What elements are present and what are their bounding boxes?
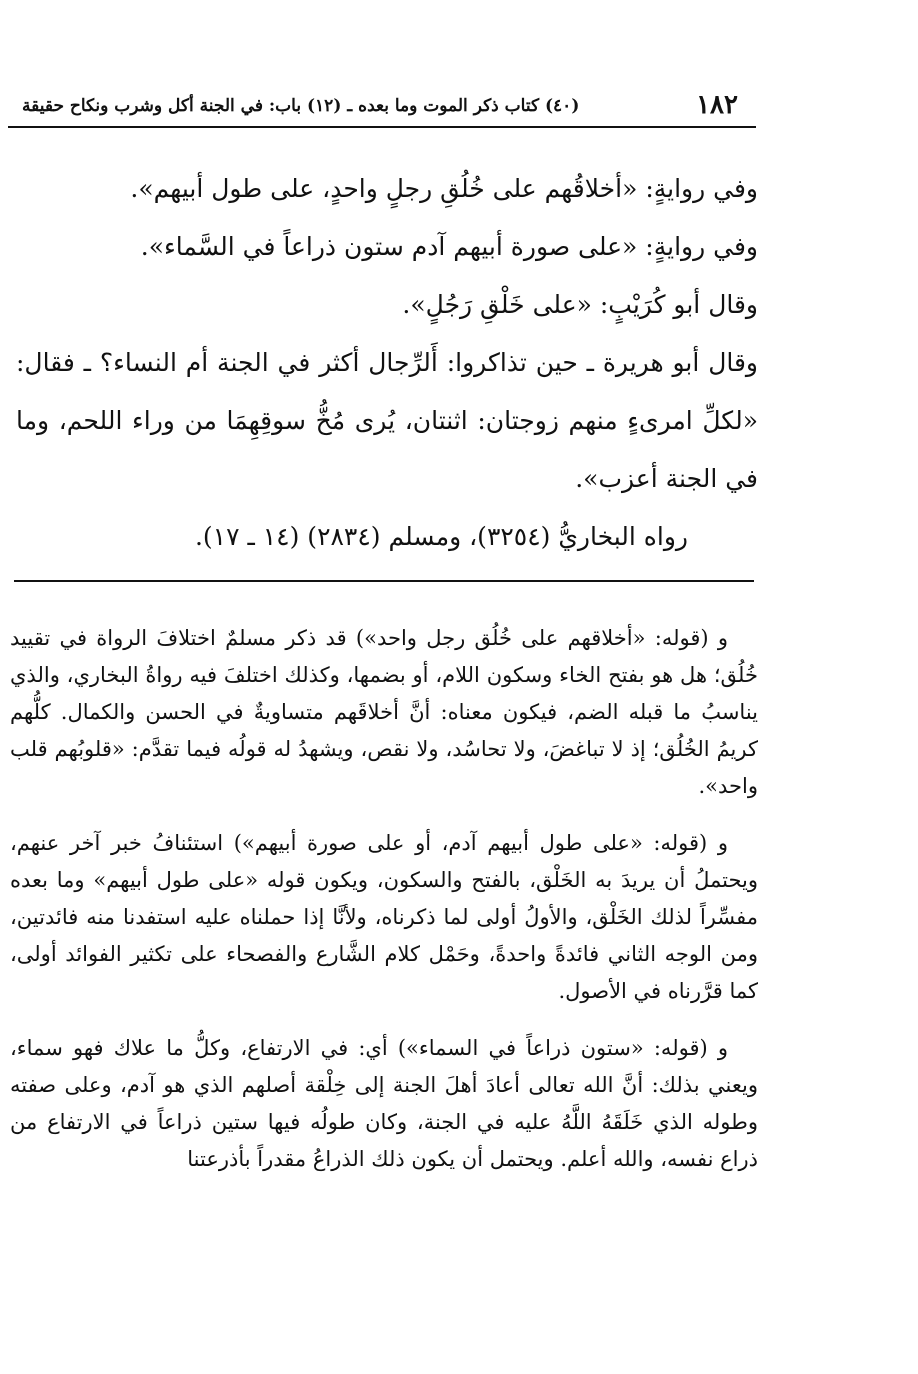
- page-header: [8, 86, 756, 128]
- commentary-text: [10, 620, 758, 1198]
- commentary-paragraph: و (قوله: «على طول أبيهم آدم، أو على صورة أبيهم») استئنافُ خبر آخر عنهم، ويحتملُ أن يريدَ به الخَلْق، بالفتح والسكون، ويكون قوله «على طول أبيهم» وما بعده مفسِّراً لذلك الخَلْق، والأولُ أولى لما ذكرناه، ولأنَّا إذا حملناه عليه استفدنا منه فائدتين، ومن الوجه الثاني فائدةً واحدةً، وحَمْل كلام الشَّارع والفصحاء على تكثير الفوائد أولى، كما قرَّرناه في الأصول.: [10, 831, 758, 1003]
- hadith-line: وفي روايةٍ: «أخلاقُهم على خُلُقِ رجلٍ واحدٍ، على طول أبيهم».: [130, 174, 758, 203]
- hadith-citation: رواه البخاريُّ (٣٢٥٤)، ومسلم (٢٨٣٤) (١٤ ـ ١٧).: [194, 522, 688, 551]
- commentary-paragraph: و (قوله: «ستون ذراعاً في السماء») أي: في الارتفاع، وكلُّ ما علاك فهو سماء، ويعني بذلك: أنَّ الله تعالى أعادَ أهلَ الجنة إلى خِلْقة أصلهم الذي هو آدم، وعلى صفته وطوله الذي خَلَقَهُ اللَّهُ عليه في الجنة، وكان طولُه فيها ستين ذراعاً في الارتفاع من ذراع نفسه، والله أعلم. ويحتمل أن يكون ذلك الذراعُ مقدراً بأذرعتنا: [10, 1036, 758, 1171]
- hadith-line: وفي روايةٍ: «على صورة أبيهم آدم ستون ذراعاً في السَّماء».: [140, 232, 758, 261]
- running-head: (٤٠) كتاب ذكر الموت وما بعده ـ (١٢) باب: في الجنة أكل وشرب ونكاح حقيقة: [22, 96, 580, 116]
- hadith-text: [16, 160, 758, 566]
- hadith-line: وقال أبو كُرَيْبٍ: «على خَلْقِ رَجُلٍ».: [402, 290, 758, 319]
- page-number: ١٨٢: [696, 90, 738, 120]
- commentary-paragraph: و (قوله: «أخلاقهم على خُلُق رجل واحد») قد ذكر مسلمٌ اختلافَ الرواة في تقييد خُلُق؛ هل هو بفتح الخاء وسكون اللام، أو بضمها، وكذلك اختلفَ فيه رواةُ البخاري، والذي يناسبُ ما قبله الضم، فيكون معناه: أنَّ أخلاقَهم متساويةٌ في الحسن والكمال. كلُّهم كريمُ الخُلُق؛ إذ لا تباغضَ، ولا تحاسُد، ولا نقص، ويشهدُ له قولُه فيما تقدَّم: «قلوبُهم قلب واحد».: [10, 626, 758, 798]
- hadith-line: وقال أبو هريرة ـ حين تذاكروا: أَلرِّجال أكثر في الجنة أم النساء؟ ـ فقال: «لكلِّ امرىءٍ منهم زوجتان: اثنتان، يُرى مُخُّ سوقِهِمَا من وراء اللحم، وما في الجنة أعزب».: [16, 348, 758, 493]
- separator-line: [14, 580, 754, 582]
